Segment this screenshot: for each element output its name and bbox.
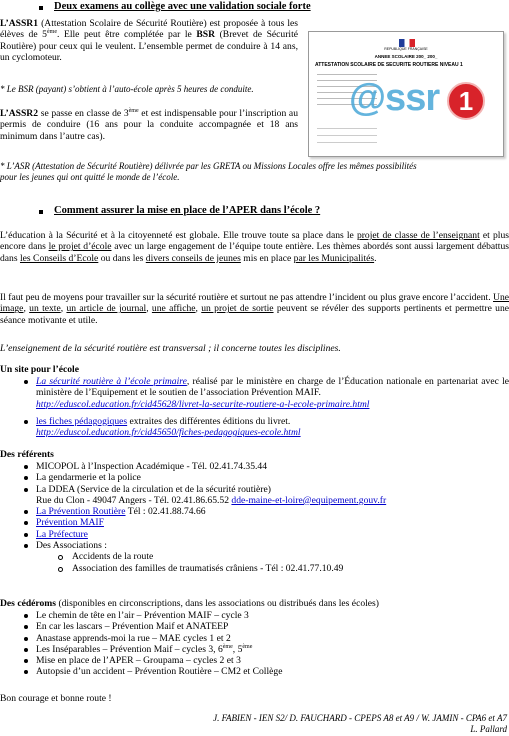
bullet-dot xyxy=(24,533,28,537)
image-link: Une image xyxy=(0,292,509,315)
cederom-text: Les Inséparables – Prévention Maif – cycles 3, 6 xyxy=(36,643,223,655)
referent-text: Tél : 02.41.88.74.66 xyxy=(125,506,206,518)
bullet-dot xyxy=(24,510,28,514)
p2-text-b: peuvent se révéler des supports pertinents et permettre une séance motivante et utile. xyxy=(0,303,509,326)
texte-link: un texte xyxy=(29,303,61,315)
assr-note: * L’ASR (Attestation de Sécurité Routière) délivrée par les GRETA ou Missions Locales offre les mêmes possibilités pour les jeunes qui ont quitté le monde de l’école. xyxy=(0,161,417,182)
site-heading: Un site pour l’école xyxy=(0,364,79,375)
bullet-dot xyxy=(24,420,28,424)
assr-logo: @ssr xyxy=(349,77,440,119)
cederom-text: , 5 xyxy=(232,643,243,655)
conseils-ecole-link: les Conseils d’Ecole xyxy=(19,252,99,264)
p1-text-d: ou dans les xyxy=(98,252,146,264)
sep: , xyxy=(195,303,202,315)
p1-text-a: L’éducation à la Sécurité et à la citoyenneté est globale. Elle trouve toute sa place dans le xyxy=(0,230,357,241)
referent-text: La gendarmerie et la police xyxy=(36,472,141,484)
referent-prefecture xyxy=(0,529,509,540)
certificate-title: ATTESTATION SCOLAIRE DE SECURITE ROUTIERE NIVEAU 1 xyxy=(315,62,463,68)
closing-text: Bon courage et bonne route ! xyxy=(0,693,112,704)
projet-ecole-link: le projet d’école xyxy=(48,241,112,253)
bullet-dot xyxy=(24,614,28,618)
referent-ddea xyxy=(0,484,509,507)
site-item-1 xyxy=(0,376,509,410)
marianne-logo xyxy=(399,39,415,47)
referent-text: La DDEA (Service de la circulation et de la sécurité routière) xyxy=(36,483,271,495)
p1-text-f: . xyxy=(374,252,377,264)
referent-prevention-routiere xyxy=(0,506,509,517)
bullet-dot xyxy=(24,625,28,629)
referent-maif xyxy=(0,517,509,528)
bullet-dot xyxy=(24,476,28,480)
referent-text: Des Associations : xyxy=(36,540,107,552)
bullet-dot xyxy=(24,380,28,384)
bullet-dot xyxy=(24,465,28,469)
prevention-routiere-link[interactable]: La Prévention Routière xyxy=(36,506,126,518)
cederom-text: En car les lascars – Prévention Maif et ANATEEP xyxy=(36,621,229,633)
affiche-link: une affiche xyxy=(151,303,196,315)
section2-paragraph2 xyxy=(0,292,509,326)
assr1-text-b: . Elle peut être complétée par le xyxy=(56,29,197,41)
sup: ème xyxy=(222,643,233,650)
article-link: un article de journal xyxy=(66,303,147,315)
site-item1-text: , réalisé par le ministère en charge de l’Éducation nationale en partenariat avec le ministère de l’Equipement et le soutien de l’association Prévention MAIF. xyxy=(36,376,509,399)
cederom-text: Autopsie d’un accident – Prévention Routière – CM2 et Collège xyxy=(36,666,283,678)
section2-bullet xyxy=(39,210,43,214)
section1-bullet xyxy=(39,6,43,10)
association-text: Accidents de la route xyxy=(72,551,154,563)
association-accidents xyxy=(0,551,509,562)
sup: ème xyxy=(242,643,253,650)
cederom-item xyxy=(0,655,509,666)
fiches-pedagogiques-link[interactable]: les fiches pédagogiques xyxy=(36,415,128,427)
referent-gendarmerie xyxy=(0,472,509,483)
cederom-text: Anastase apprends-moi la rue – MAE cycles 1 et 2 xyxy=(36,632,231,644)
association-traumatises xyxy=(0,563,509,574)
bullet-dot xyxy=(24,659,28,663)
section2-paragraph3: L’enseignement de la sécurité routière est transversal ; il concerne toutes les disciplines. xyxy=(0,343,341,354)
assr1-text-a: (Attestation Scolaire de Sécurité Routière) est proposée à tous les élèves de 5 xyxy=(0,18,298,41)
assr2-head: L’ASSR2 xyxy=(0,108,39,119)
livret-url-link[interactable]: http://eduscol.education.fr/cid45628/livret-la-securite-routiere-a-l-ecole-primaire.html xyxy=(36,398,370,410)
certificate-footer-lines xyxy=(317,128,377,143)
bullet-dot xyxy=(24,544,28,548)
cederom-item xyxy=(0,666,509,677)
bsr-label: BSR xyxy=(196,29,216,41)
cederom-text: Le chemin de tête en l’air – Prévention MAIF – cycle 3 xyxy=(36,610,249,621)
cederom-item xyxy=(0,644,509,655)
referent-micopol xyxy=(0,461,509,472)
p2-text-a: Il faut peu de moyens pour travailler sur la sécurité routière et surtout ne pas attendre l’incident ou plus grave encore l’accident. xyxy=(0,292,494,303)
cederom-text: Mise en place de l’APER – Groupama – cycles 2 et 3 xyxy=(36,655,241,667)
p1-text-e: mis en place xyxy=(240,252,294,264)
cederoms-list xyxy=(0,610,509,678)
assr2-text-a: se passe en classe de 3 xyxy=(38,108,129,119)
cederom-item xyxy=(0,621,509,632)
bullet-dot xyxy=(24,637,28,641)
assr2-sup: ème xyxy=(128,107,139,114)
conseils-jeunes-link: divers conseils de jeunes xyxy=(145,252,241,264)
assr2-paragraph xyxy=(0,108,298,142)
assr-certificate-image xyxy=(308,31,504,157)
sep: , xyxy=(60,303,67,315)
assr1-paragraph xyxy=(0,18,298,63)
p1-text-c: avec un large engagement de l’équipe toute entière. Les thèmes abordés sont aussi largement débattus dans xyxy=(0,241,509,264)
signature-line1: J. FABIEN - IEN S2/ D. FAUCHARD - CPEPS A8 et A9 / W. JAMIN - CPA6 et A7 xyxy=(213,713,507,723)
referent-associations xyxy=(0,540,509,551)
sep: , xyxy=(146,303,152,315)
assr1-head: L’ASSR1 xyxy=(0,18,39,29)
assr1-text-c: (Brevet de Sécurité Routière) pour ceux qui le veulent. L’ensemble permet de conduire à 14 ans, un cyclomoteur. xyxy=(0,29,299,63)
cederoms-head-rest: (disponibles en circonscriptions, dans les associations ou distribués dans les écoles) xyxy=(56,598,379,609)
municipalites-link: par les Municipalités xyxy=(293,252,375,264)
site-item2-text: extraites des différentes éditions du livret. xyxy=(127,415,291,427)
referent-text: MICOPOL à l’Inspection Académique - Tél. 02.41.74.35.44 xyxy=(36,461,268,472)
section1-title: Deux examens au collège avec une validation sociale forte xyxy=(54,1,311,12)
prefecture-link[interactable]: La Préfecture xyxy=(36,528,88,540)
bullet-circle xyxy=(58,567,63,572)
bullet-dot xyxy=(24,521,28,525)
prevention-maif-link[interactable]: Prévention MAIF xyxy=(36,517,104,529)
bullet-dot xyxy=(24,488,28,492)
section2-title: Comment assurer la mise en place de l’APER dans l’école ? xyxy=(54,205,321,216)
bullet-dot xyxy=(24,670,28,674)
projet-sortie-link: un projet de sortie xyxy=(201,303,274,315)
cederom-item xyxy=(0,610,509,621)
cederoms-head: Des cédéroms xyxy=(0,598,57,609)
assr-level-number: 1 xyxy=(458,86,474,116)
assr-level-badge xyxy=(447,82,485,120)
site-list xyxy=(0,376,509,438)
assr1-sup: ème xyxy=(46,29,57,36)
bullet-circle xyxy=(58,555,63,560)
p1-text-b: et plus encore dans xyxy=(0,230,509,253)
bsr-note: * Le BSR (payant) s’obtient à l’auto-école après 5 heures de conduite. xyxy=(0,84,254,94)
certificate-year: ANNEE SCOLAIRE 200_ 200_ xyxy=(374,54,438,59)
referent-address: Rue du Clon - 49047 Angers - Tél. 02.41.86.65.52 xyxy=(36,494,232,506)
bullet-dot xyxy=(24,648,28,652)
projet-classe-link: projet de classe de l’enseignant xyxy=(356,230,480,241)
site-item-2 xyxy=(0,416,509,439)
signature-line2: L. Pallard xyxy=(470,724,507,734)
association-text: Association des familles de traumatisés crâniens - Tél : 02.41.77.10.49 xyxy=(72,562,344,574)
section2-paragraph1 xyxy=(0,230,509,264)
securite-routiere-link[interactable]: La sécurité routière à l’école primaire xyxy=(36,376,187,387)
sep: , xyxy=(23,303,30,315)
referents-list xyxy=(0,461,509,574)
fiches-url-link[interactable]: http://eduscol.education.fr/cid45650/fiches-pedagogiques-ecole.html xyxy=(36,427,301,439)
cederoms-heading xyxy=(0,598,379,609)
certificate-header: REPUBLIQUE FRANÇAISE xyxy=(384,47,428,51)
referents-heading: Des référents xyxy=(0,449,54,460)
dde-email-link[interactable]: dde-maine-et-loire@equipement.gouv.fr xyxy=(231,494,387,506)
assr2-text-b: et est indispensable pour l’inscription au permis de conduire (16 ans pour la conduite accompagnée et 18 ans minimum dans l’autre cas). xyxy=(0,108,298,142)
cederom-item xyxy=(0,633,509,644)
